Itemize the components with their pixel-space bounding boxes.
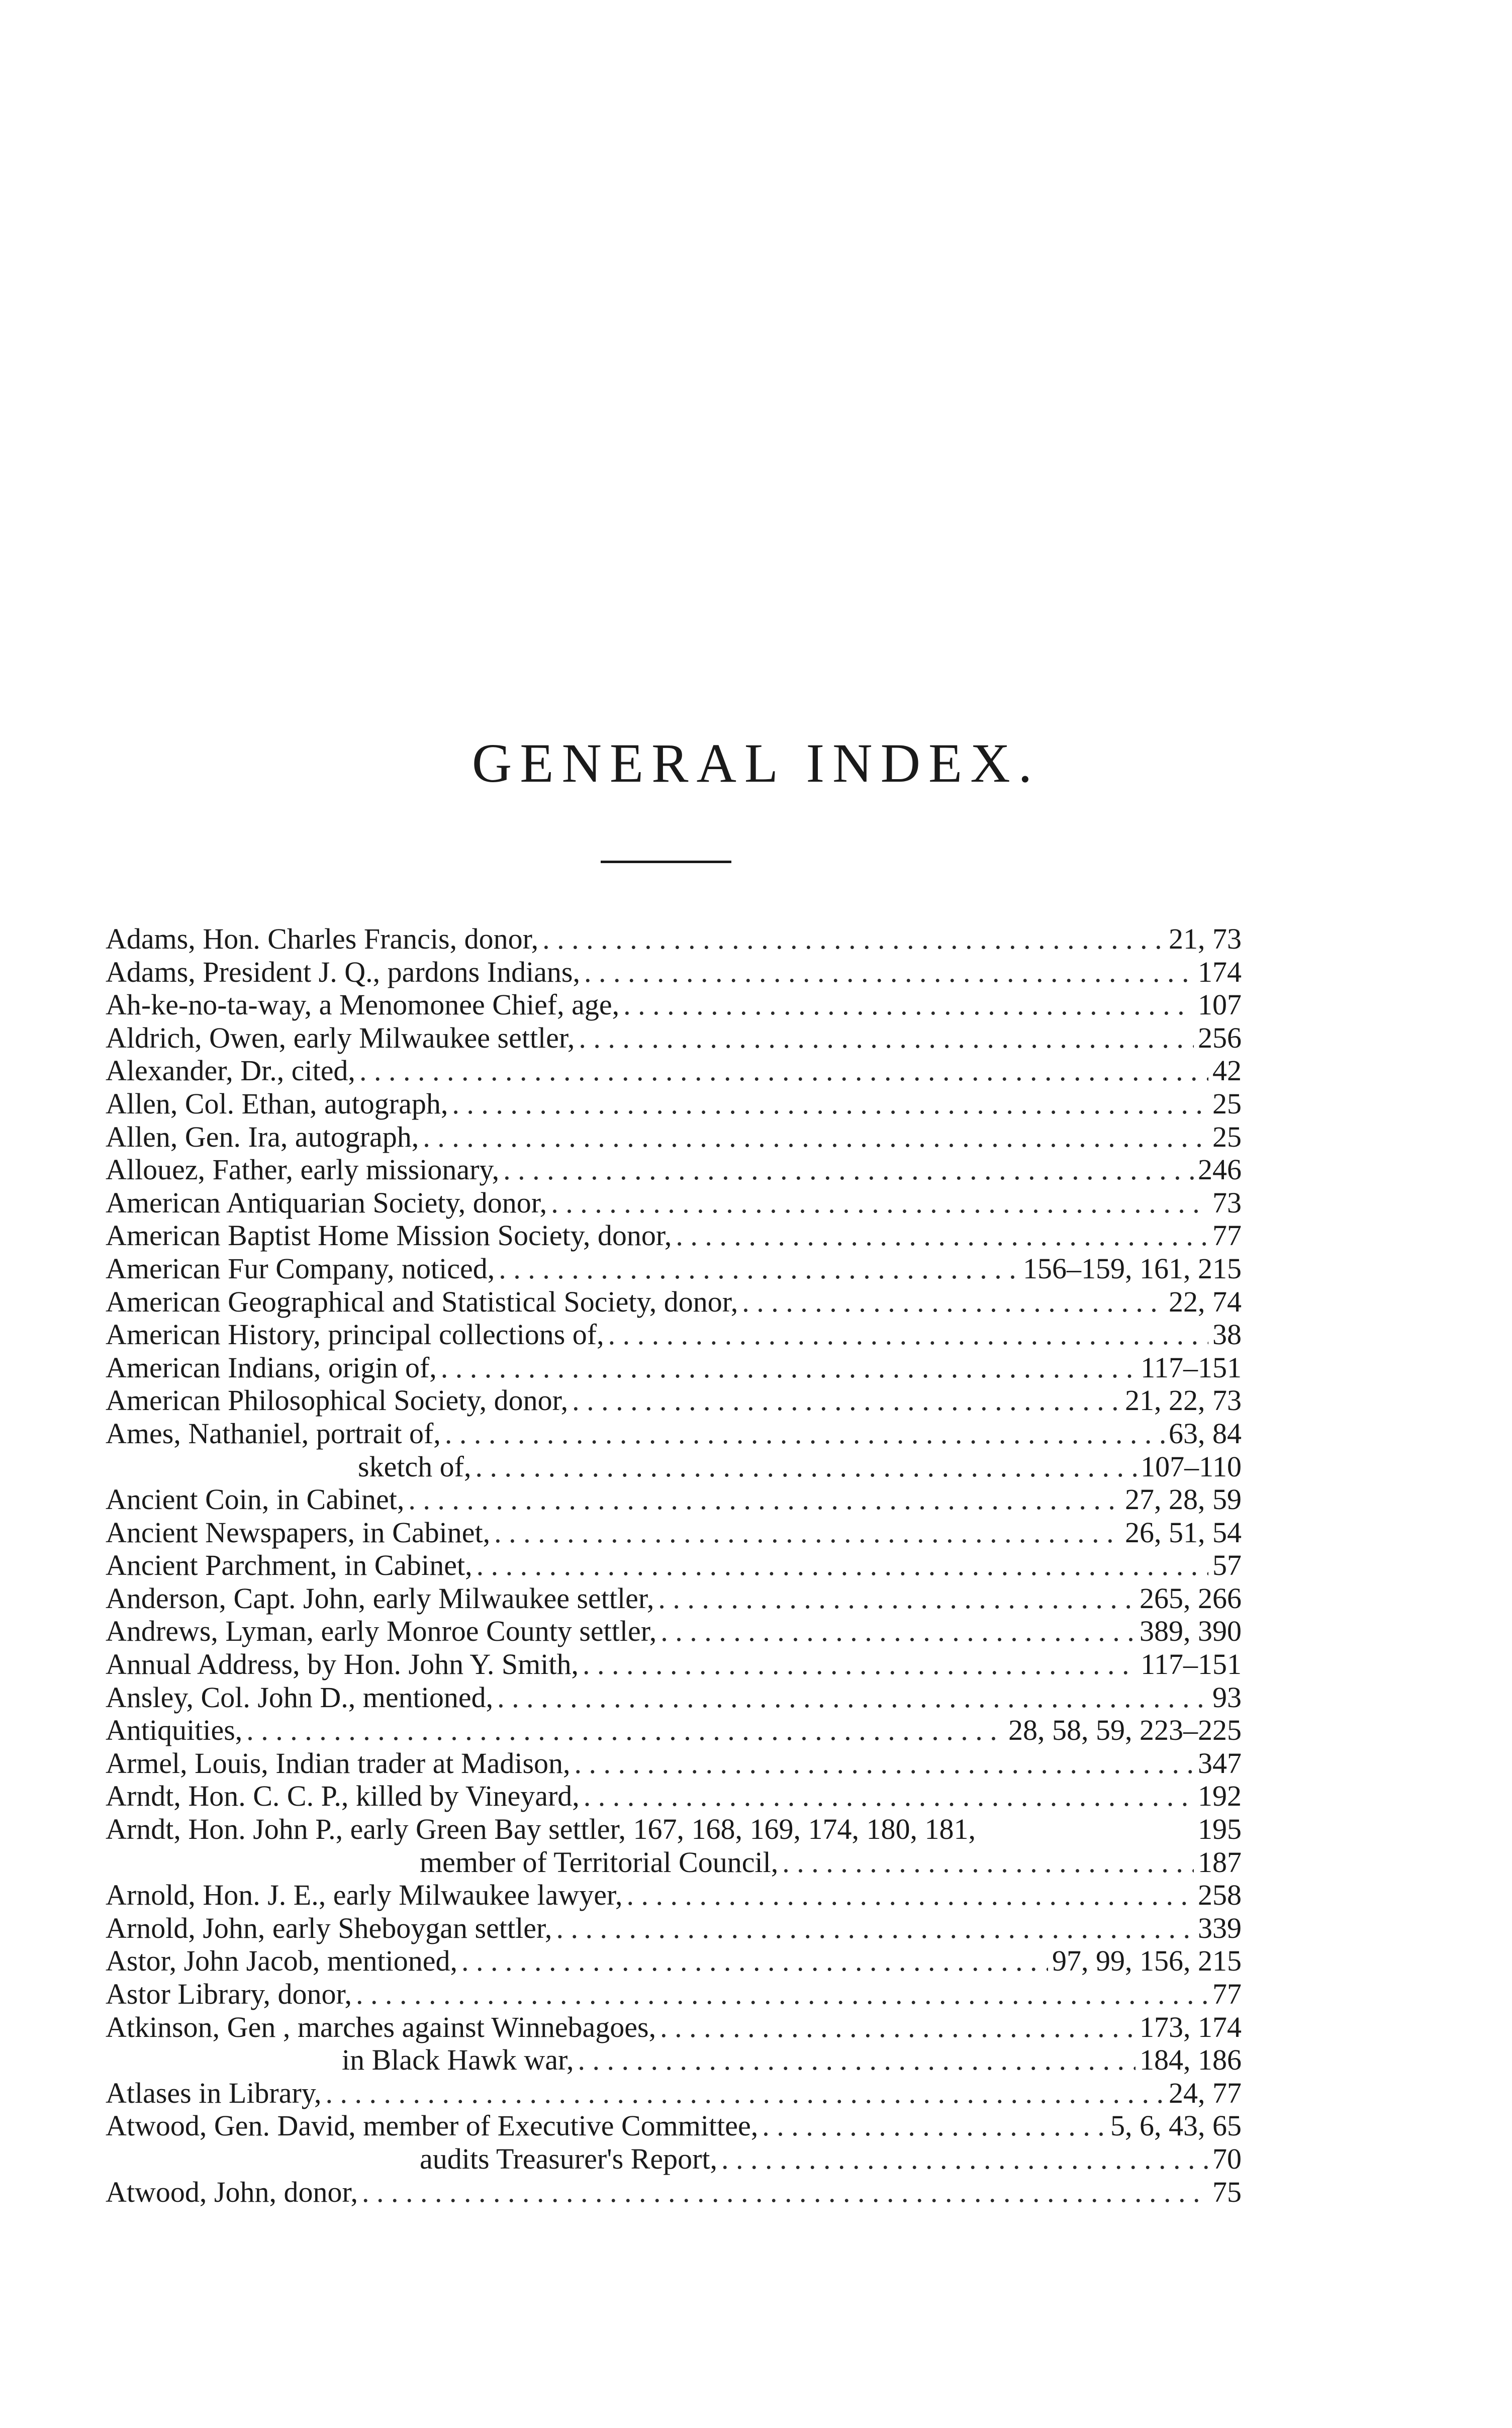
- index-entry-heading: Adams, Hon. Charles Francis, donor,: [106, 922, 539, 955]
- dot-leader: [579, 1021, 1194, 1055]
- dot-leader: [660, 1615, 1136, 1648]
- dot-leader: [676, 1219, 1208, 1252]
- index-entry-heading: American Baptist Home Mission Society, donor,: [106, 1219, 672, 1252]
- index-entry: [106, 1318, 1242, 1351]
- index-entry: [106, 1186, 1242, 1220]
- index-entry-pages: 97, 99, 156, 215: [1052, 1944, 1242, 1978]
- index-entry-heading: Arndt, Hon. C. C. P., killed by Vineyard,: [106, 1780, 580, 1813]
- index-entry: [106, 1285, 1242, 1319]
- index-entry-heading: Atkinson, Gen , marches against Winnebagoes,: [106, 2010, 656, 2043]
- index-entry-pages: 187: [1198, 1845, 1242, 1879]
- index-entry-pages: 173, 174: [1140, 2010, 1242, 2043]
- index-entry-heading: Ames, Nathaniel, portrait of,: [106, 1417, 441, 1450]
- dot-leader: [742, 1285, 1165, 1319]
- dot-leader: [497, 1681, 1208, 1714]
- dot-leader: [476, 1450, 1137, 1483]
- index-entry-heading: sketch of,: [358, 1450, 471, 1483]
- dot-leader: [441, 1351, 1137, 1384]
- index-entry-heading: Arndt, Hon. John P., early Green Bay settler, 167, 168, 169, 174, 180, 181,: [106, 1813, 976, 1846]
- index-entry-heading: member of Territorial Council,: [420, 1845, 779, 1879]
- dot-leader: [762, 2109, 1106, 2142]
- index-entry: [106, 1780, 1242, 1813]
- index-entry-heading: Arnold, Hon. J. E., early Milwaukee lawyer,: [106, 1879, 623, 1912]
- index-entry: [106, 1879, 1242, 1912]
- index-entry-pages: 192: [1198, 1780, 1242, 1813]
- index-entry-pages: 93: [1212, 1680, 1242, 1714]
- index-entry-pages: 5, 6, 43, 65: [1110, 2109, 1242, 2142]
- index-entry-pages: 184, 186: [1140, 2043, 1242, 2077]
- index-entry-heading: American Geographical and Statistical Society, donor,: [106, 1285, 738, 1318]
- index-entry-pages: 27, 28, 59: [1125, 1483, 1242, 1516]
- dot-leader: [721, 2142, 1208, 2176]
- index-entry-pages: 77: [1212, 1978, 1242, 2010]
- index-entry-heading: Atlases in Library,: [106, 2076, 322, 2109]
- index-entry: [106, 2043, 1242, 2077]
- index-entry-heading: Armel, Louis, Indian trader at Madison,: [106, 1746, 571, 1780]
- index-entry-heading: American Philosophical Society, donor,: [106, 1384, 569, 1417]
- index-entry-pages: 21, 73: [1169, 922, 1242, 955]
- index-entry-pages: 24, 77: [1169, 2076, 1242, 2109]
- index-entry: [106, 2176, 1242, 2209]
- index-entry: [106, 1054, 1242, 1087]
- index-entry: [106, 1483, 1242, 1516]
- index-entry-heading: Atwood, Gen. David, member of Executive Committee,: [106, 2109, 759, 2142]
- index-entry-pages: 26, 51, 54: [1125, 1516, 1242, 1549]
- index-entry: [106, 1021, 1242, 1055]
- dot-leader: [477, 1549, 1208, 1582]
- dot-leader: [246, 1714, 1004, 1747]
- index-entry-heading: Ah-ke-no-ta-way, a Menomonee Chief, age,: [106, 988, 620, 1021]
- index-list: [106, 922, 1242, 2208]
- dot-leader: [503, 1153, 1194, 1186]
- index-entry-heading: Allen, Col. Ethan, autograph,: [106, 1087, 448, 1120]
- index-entry-heading: in Black Hawk war,: [342, 2043, 574, 2077]
- index-entry: [106, 1450, 1242, 1483]
- index-entry: [106, 988, 1242, 1021]
- index-entry: [106, 2077, 1242, 2110]
- index-entry-pages: 22, 74: [1169, 1285, 1242, 1318]
- index-entry: [106, 1120, 1242, 1154]
- index-entry: [106, 1087, 1242, 1120]
- index-entry-pages: 339: [1198, 1911, 1242, 1944]
- index-entry-heading: Aldrich, Owen, early Milwaukee settler,: [106, 1021, 575, 1054]
- index-entry: [106, 1944, 1242, 1978]
- index-entry-heading: audits Treasurer's Report,: [420, 2142, 718, 2175]
- index-entry-heading: Arnold, John, early Sheboygan settler,: [106, 1911, 552, 1944]
- index-entry: [106, 1747, 1242, 1780]
- index-entry: [106, 956, 1242, 989]
- index-entry-heading: Ancient Parchment, in Cabinet,: [106, 1549, 472, 1582]
- index-entry: [106, 1714, 1242, 1747]
- index-entry-heading: American Antiquarian Society, donor,: [106, 1186, 547, 1219]
- dot-leader: [583, 1648, 1137, 1681]
- index-entry-pages: 117–151: [1141, 1648, 1242, 1681]
- dot-leader: [575, 1747, 1194, 1780]
- dot-leader: [551, 1186, 1208, 1220]
- index-entry-pages: 107–110: [1141, 1450, 1242, 1483]
- dot-leader: [658, 1582, 1136, 1615]
- dot-leader: [445, 1417, 1165, 1450]
- index-entry: [106, 1615, 1242, 1648]
- index-entry-pages: 347: [1198, 1746, 1242, 1780]
- index-entry: [106, 1252, 1242, 1285]
- dot-leader: [578, 2043, 1136, 2077]
- index-entry-pages: 246: [1198, 1153, 1242, 1186]
- dot-leader: [356, 1978, 1208, 2011]
- index-entry: [106, 2011, 1242, 2044]
- index-entry-heading: Astor, John Jacob, mentioned,: [106, 1944, 458, 1978]
- index-entry-pages: 73: [1212, 1186, 1242, 1219]
- dot-leader: [362, 2176, 1208, 2209]
- index-entry-pages: 174: [1198, 955, 1242, 988]
- dot-leader: [556, 1912, 1194, 1945]
- index-entry-heading: Andrews, Lyman, early Monroe County settler,: [106, 1615, 657, 1648]
- index-entry-heading: American Indians, origin of,: [106, 1351, 437, 1384]
- index-entry-heading: Atwood, John, donor,: [106, 2175, 358, 2208]
- index-entry-pages: 195: [1198, 1813, 1242, 1846]
- index-entry-heading: Ancient Coin, in Cabinet,: [106, 1483, 405, 1516]
- index-entry: [106, 1516, 1242, 1549]
- index-entry-pages: 38: [1212, 1318, 1242, 1351]
- dot-leader: [608, 1318, 1208, 1351]
- index-entry-pages: 57: [1212, 1549, 1242, 1582]
- index-entry-heading: Antiquities,: [106, 1714, 243, 1747]
- index-entry-pages: 42: [1212, 1054, 1242, 1087]
- index-entry-pages: 107: [1198, 988, 1242, 1021]
- dot-leader: [326, 2077, 1165, 2110]
- index-entry: [106, 1417, 1242, 1450]
- dot-leader: [408, 1483, 1121, 1516]
- index-entry: [106, 1681, 1242, 1714]
- index-entry-heading: Ansley, Col. John D., mentioned,: [106, 1680, 494, 1714]
- index-entry-heading: Allouez, Father, early missionary,: [106, 1153, 500, 1186]
- dot-leader: [627, 1879, 1194, 1912]
- index-entry-heading: Alexander, Dr., cited,: [106, 1054, 355, 1087]
- index-entry-pages: 117–151: [1141, 1351, 1242, 1384]
- index-entry: [106, 1219, 1242, 1252]
- index-entry-pages: 25: [1212, 1087, 1242, 1120]
- index-entry: [106, 922, 1242, 956]
- index-entry: [106, 1351, 1242, 1384]
- index-entry: [106, 1912, 1242, 1945]
- index-entry: [106, 2142, 1242, 2176]
- index-entry-pages: 77: [1212, 1219, 1242, 1252]
- index-entry-heading: Ancient Newspapers, in Cabinet,: [106, 1516, 491, 1549]
- index-entry-pages: 156–159, 161, 215: [1023, 1252, 1242, 1285]
- index-entry-heading: Annual Address, by Hon. John Y. Smith,: [106, 1648, 579, 1681]
- index-entry-pages: 256: [1198, 1021, 1242, 1054]
- dot-leader: [461, 1944, 1048, 1978]
- dot-leader: [584, 956, 1194, 989]
- index-entry-pages: 75: [1212, 2175, 1242, 2208]
- index-entry: [106, 1978, 1242, 2011]
- index-entry-pages: 21, 22, 73: [1125, 1384, 1242, 1417]
- index-entry-pages: 265, 266: [1140, 1581, 1242, 1615]
- dot-leader: [494, 1516, 1121, 1549]
- index-entry: [106, 1648, 1242, 1681]
- index-entry-pages: 70: [1212, 2142, 1242, 2175]
- index-entry-heading: Anderson, Capt. John, early Milwaukee settler,: [106, 1581, 654, 1615]
- index-entry-heading: Astor Library, donor,: [106, 1978, 352, 2010]
- dot-leader: [452, 1087, 1208, 1120]
- index-entry: [106, 1549, 1242, 1582]
- index-entry-pages: 63, 84: [1169, 1417, 1242, 1450]
- index-entry: [106, 1813, 1242, 1846]
- index-entry-heading: American History, principal collections of,: [106, 1318, 604, 1351]
- title-rule: [601, 861, 731, 863]
- index-entry: [106, 2109, 1242, 2142]
- index-entry-heading: Allen, Gen. Ira, autograph,: [106, 1120, 419, 1153]
- index-entry: [106, 1582, 1242, 1615]
- index-entry-pages: 258: [1198, 1879, 1242, 1912]
- dot-leader: [660, 2011, 1136, 2044]
- dot-leader: [423, 1120, 1208, 1154]
- page-title: GENERAL INDEX.: [471, 732, 1041, 794]
- index-entry-pages: 28, 58, 59, 223–225: [1008, 1714, 1242, 1747]
- index-entry-pages: 25: [1212, 1120, 1242, 1153]
- index-entry: [106, 1384, 1242, 1417]
- dot-leader: [782, 1846, 1194, 1879]
- dot-leader: [584, 1780, 1194, 1813]
- dot-leader: [542, 922, 1165, 956]
- index-entry: [106, 1846, 1242, 1879]
- dot-leader: [359, 1054, 1208, 1087]
- index-entry-heading: Adams, President J. Q., pardons Indians,: [106, 955, 581, 988]
- dot-leader: [499, 1252, 1019, 1285]
- dot-leader: [623, 988, 1194, 1021]
- index-entry-heading: American Fur Company, noticed,: [106, 1252, 495, 1285]
- index-entry-pages: 389, 390: [1140, 1615, 1242, 1648]
- index-entry: [106, 1153, 1242, 1186]
- dot-leader: [572, 1384, 1121, 1417]
